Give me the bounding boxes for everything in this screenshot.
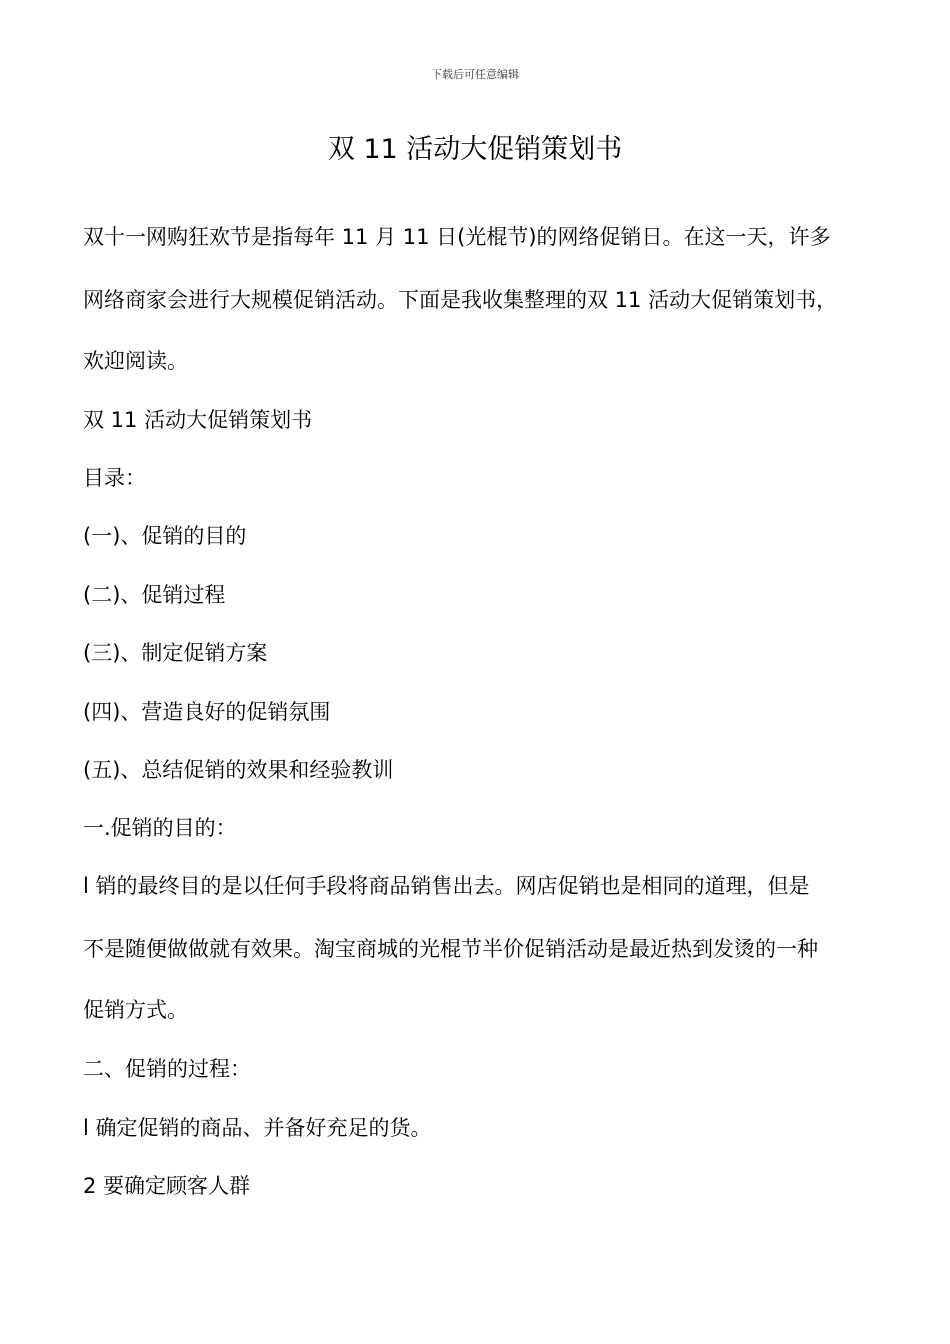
toc-item: (四)、营造良好的促销氛围 <box>83 700 331 724</box>
paragraph-line: 不是随便做做就有效果。淘宝商城的光棍节半价促销活动是最近热到发烫的一种 <box>83 937 818 961</box>
intro-line: 网络商家会进行大规模促销活动。下面是我收集整理的双 11 活动大促销策划书， <box>83 288 838 312</box>
header-note: 下载后可任意编辑 <box>431 68 519 81</box>
toc-heading: 目录： <box>83 466 146 490</box>
subtitle: 双 11 活动大促销策划书 <box>83 408 313 432</box>
list-item: 2 要确定顾客人群 <box>83 1174 251 1198</box>
list-item: l 确定促销的商品、并备好充足的货。 <box>83 1116 432 1140</box>
paragraph-line: l 销的最终目的是以任何手段将商品销售出去。网店促销也是相同的道理，但是 <box>83 874 810 898</box>
toc-item: (一)、促销的目的 <box>83 524 247 548</box>
toc-item: (五)、总结促销的效果和经验教训 <box>83 758 394 782</box>
section-heading: 二、促销的过程： <box>83 1057 251 1081</box>
paragraph-line: 促销方式。 <box>83 998 188 1022</box>
section-heading: 一.促销的目的： <box>83 816 237 840</box>
intro-line: 双十一网购狂欢节是指每年 11 月 11 日(光棍节)的网络促销日。在这一天，许多 <box>83 225 831 249</box>
toc-item: (三)、制定促销方案 <box>83 641 268 665</box>
toc-item: (二)、促销过程 <box>83 583 226 607</box>
document-title: 双 11 活动大促销策划书 <box>327 134 623 165</box>
intro-line: 欢迎阅读。 <box>83 349 188 373</box>
